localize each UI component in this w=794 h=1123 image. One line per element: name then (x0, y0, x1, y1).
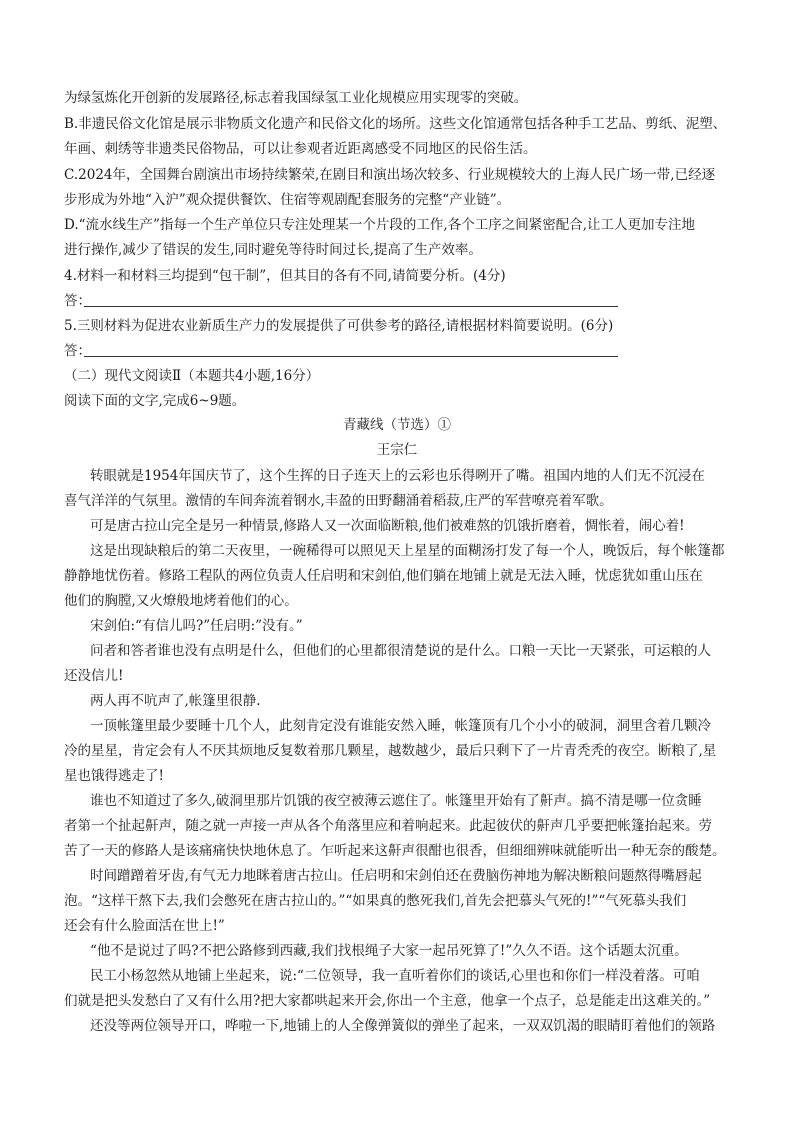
paragraph-line: 谁也不知道过了多久,破洞里那片饥饿的夜空被薄云遮住了。帐篷里开始有了鼾声。搞不清是哪一位贪睡 (90, 793, 702, 809)
paragraph-line: 转眼就是1954年国庆节了，这个生挥的日子连天上的云彩也乐得咧开了嘴。祖国内地的人们无不沉浸在 (90, 468, 705, 484)
paragraph-line: 苦了一天的修路人是该痛痛快快地休息了。乍听起来这鼾声很酣也很香，但细细辨味就能听出一种无奈的酸楚。 (64, 843, 726, 859)
paragraph-line: 民工小杨忽然从地铺上坐起来，说:“二位领导，我一直听着你们的谈话,心里也和你们一样没着落。可咱 (90, 968, 700, 984)
paragraph-line: 两人再不吭声了,帐篷里很静. (90, 693, 261, 709)
paragraph-line: 一顶帐篷里最少要睡十几个人，此刻肯定没有谁能安然入睡，帐篷顶有几个小小的破洞，洞里含着几颗冷 (90, 718, 711, 734)
text-line: 为绿氢炼化开创新的发展路径,标志着我国绿氢工业化规模应用实现零的突破。 (64, 90, 528, 106)
paragraph-line: 星也饿得逃走了! (64, 768, 164, 784)
paragraph-line: 他们的胸膛,又火燎般地烤着他们的心。 (64, 593, 298, 609)
paragraph-line: 这是出现缺粮后的第二天夜里，一碗稀得可以照见天上星星的面糊汤打发了每一个人，晚饭后，每个帐篷都 (90, 543, 725, 559)
article-author: 王宗仁 (376, 442, 418, 458)
question-5: 5.三则材料为促进农业新质生产力的发展提供了可供参考的路径,请根据材料简要说明。(6分) (64, 318, 614, 334)
option-d-line: D.“流水线生产”指每一个生产单位只专注处理某一个片段的工作,各个工序之间紧密配合,让工人更加专注地 (64, 217, 696, 233)
article-title: 青藏线（节选）① (343, 417, 451, 433)
paragraph-line: 喜气洋洋的气氛里。激情的车间奔流着钢水,丰盈的田野翻涌着稻菽,庄严的军营嘹亮着军歌。 (64, 493, 613, 509)
answer-label: 答： (64, 343, 91, 359)
question-4: 4.材料一和材料三均提到“包干制”，但其目的各有不同,请简要分析。(4分) (64, 268, 506, 284)
paragraph-line: 问者和答者谁也没有点明是什么，但他们的心里都很清楚说的是什么。口粮一天比一天紧张，可运粮的人 (90, 643, 711, 659)
paragraph-line: 泡。“这样干熬下去,我们会憋死在唐古拉山的。”“如果真的憋死我们,首先会把慕头气死的!”“气死慕头我们 (64, 893, 687, 909)
instructions: 阅读下面的文字,完成6~9题。 (64, 393, 246, 409)
option-b-line: B.非遗民俗文化馆是展示非物质文化遗产和民俗文化的场所。这些文化馆通常包括各种手工艺品、剪纸、泥塑、 (64, 116, 727, 132)
answer-label: 答： (64, 293, 91, 309)
paragraph-line: 冷的星星，肯定会有人不厌其烦地反复数着那几颗星，越数越少，最后只剩下了一片青秃秃的夜空。断粮了,星 (64, 743, 717, 759)
paragraph-line: 静静地忧伤着。修路工程队的两位负责人任启明和宋剑伯,他们躺在地铺上就是无法入睡，忧虑犹如重山压在 (64, 568, 703, 584)
paragraph-line: 者第一个扯起鼾声，随之就一声接一声从各个角落里应和着响起来。此起彼伏的鼾声几乎要把帐篷抬起来。劳 (64, 818, 712, 834)
answer-line[interactable] (84, 306, 618, 307)
paragraph-line: 还没等两位领导开口，哗啦一下,地铺上的人全像弹簧似的弹坐了起来，一双双饥渴的眼睛盯着他们的领路 (90, 1018, 716, 1034)
answer-line[interactable] (84, 356, 618, 357)
paragraph-line: 还没信儿! (64, 668, 124, 684)
text-line: 年画、刺绣等非遗类民俗物品，可以让参观者近距离感受不同地区的民俗生活。 (64, 141, 537, 157)
paragraph-line: 们就是把头发愁白了又有什么用?把大家都哄起来开会,你出一个主意，他拿一个点子，总是能走出这难关的。” (64, 993, 711, 1009)
paragraph-line: 可是唐古拉山完全是另一种情景,修路人又一次面临断粮,他们被难熬的饥饿折磨着，惆怅着，闹心着! (90, 518, 685, 534)
paragraph-line: 时间蹭蹭着牙齿,有气无力地眯着唐古拉山。任启明和宋剑伯还在费脑伤神地为解决断粮问题熬得嘴唇起 (90, 868, 702, 884)
paragraph-line: 还会有什么脸面活在世上!” (64, 918, 225, 934)
text-line: 步形成为外地“入沪”观众提供餐饮、住宿等观剧配套服务的完整“产业链”。 (64, 192, 511, 208)
paragraph-line: “他不是说过了吗?不把公路修到西藏,我们找根绳子大家一起吊死算了!”久久不语。这个话题太沉重。 (90, 943, 688, 959)
option-c-line: C.2024年，全国舞台剧演出市场持续繁荣,在剧目和演出场次较多、行业规模较大的上海人民广场一带,已经逐 (64, 167, 716, 183)
section-heading: （二）现代文阅读Ⅱ（本题共4小题,16分） (64, 368, 320, 384)
paragraph-line: 宋剑伯:“有信儿吗?”任启明:”没有。” (90, 618, 303, 634)
text-line: 进行操作,减少了错误的发生,同时避免等待时间过长,提高了生产效率。 (64, 242, 482, 258)
